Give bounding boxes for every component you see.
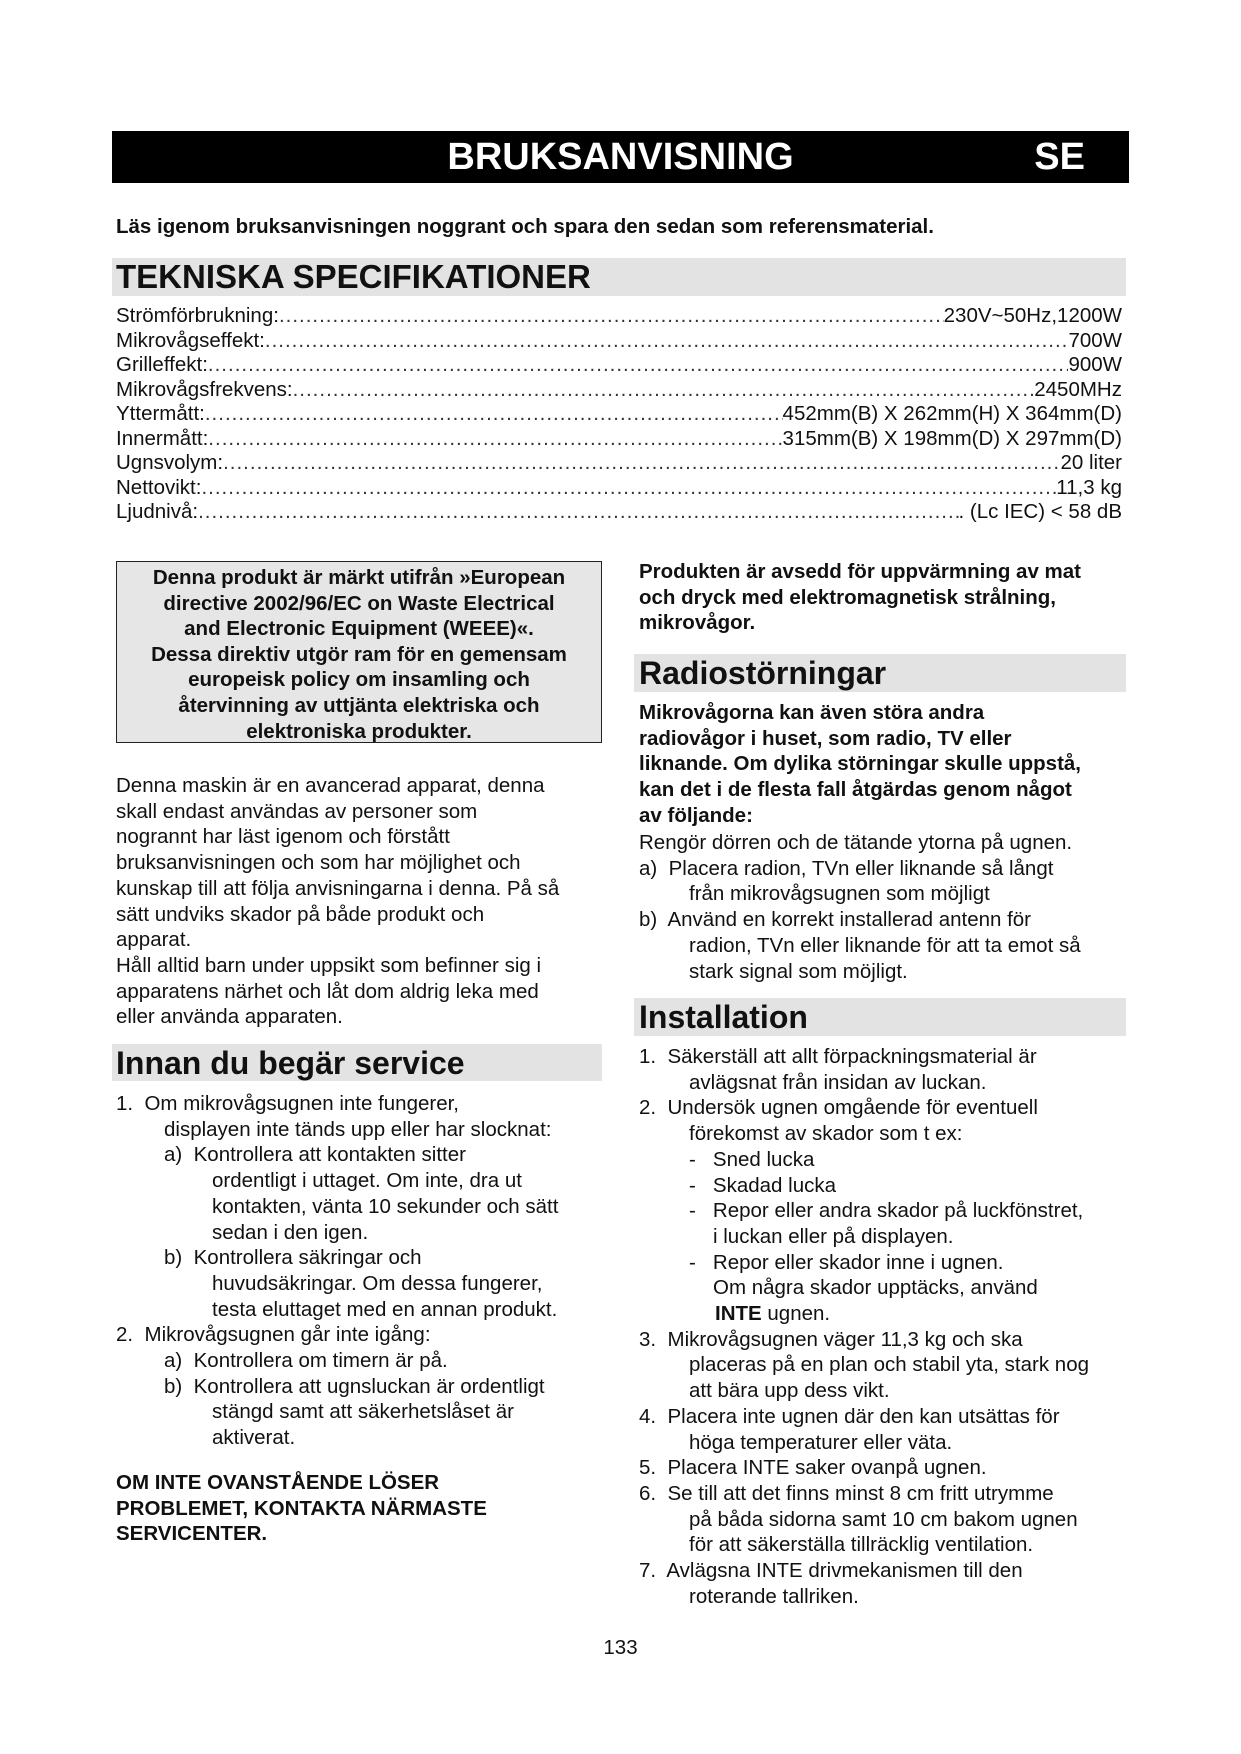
- radio-line: Rengör dörren och de tätande ytorna på ugnen.: [639, 831, 1073, 854]
- radio-line: från mikrovågsugnen som möjligt: [689, 882, 990, 906]
- dot-leader: [208, 427, 782, 451]
- paragraph-line: bruksanvisningen och som har möjlighet och: [116, 851, 521, 875]
- spec-row: [116, 329, 1122, 353]
- spec-label: Nettovikt:: [116, 475, 202, 499]
- dot-leader: [279, 304, 944, 328]
- installation-line: 7. Avlägsna INTE drivmekanismen till den: [639, 1559, 1023, 1583]
- installation-line: 5. Placera INTE saker ovanpå ugnen.: [639, 1456, 987, 1480]
- installation-line: 4. Placera inte ugnen där den kan utsättas för: [639, 1404, 1060, 1428]
- usage-paragraph: [116, 773, 559, 1030]
- document-title: BRUKSANVISNING: [447, 136, 794, 178]
- weee-line: elektroniska produkter.: [246, 719, 472, 743]
- service-line: ordentligt i uttaget. Om inte, dra ut: [212, 1169, 522, 1193]
- radio-line: stark signal som möjligt.: [689, 959, 908, 983]
- purpose-text: [639, 559, 1081, 636]
- spec-label: Grilleffekt:: [116, 353, 208, 376]
- radio-intro-line: Mikrovågorna kan även störa andra: [639, 701, 985, 724]
- emphasis-text: INTE: [715, 1302, 762, 1326]
- weee-line: återvinning av uttjänta elektriska och: [178, 693, 540, 717]
- weee-line: Denna produkt är märkt utifrån »European: [152, 566, 566, 589]
- line-rest: ugnen.: [761, 1302, 831, 1326]
- spec-row: [116, 500, 1122, 524]
- installation-heading-bar: [634, 998, 1126, 1036]
- installation-heading: Installation: [639, 999, 808, 1035]
- paragraph-line: nogrannt har läst igenom och förstått: [116, 825, 450, 849]
- weee-line: and Electronic Equipment (WEEE)«.: [184, 617, 534, 641]
- warning-line: PROBLEMET, KONTAKTA NÄRMASTE: [116, 1496, 487, 1520]
- paragraph-line: Håll alltid barn under uppsikt som befinner sig i: [116, 953, 542, 977]
- spec-label: Mikrovågsfrekvens:: [116, 377, 293, 401]
- service-line: huvudsäkringar. Om dessa fungerer,: [212, 1271, 543, 1295]
- installation-list: [639, 1044, 1089, 1609]
- service-line: kontakten, vänta 10 sekunder och sätt: [212, 1194, 559, 1218]
- paragraph-line: eller använda apparaten.: [116, 1005, 343, 1029]
- spec-label: Ugnsvolym:: [116, 451, 224, 474]
- spec-row: [116, 402, 1122, 426]
- installation-line: - Repor eller andra skador på luckfönstret,: [689, 1199, 1084, 1223]
- spec-value: 11,3 kg: [1056, 475, 1122, 499]
- header-bar: [112, 131, 1129, 183]
- paragraph-line: kunskap till att följa anvisningarna i denna. På så: [116, 876, 560, 900]
- spec-row: [116, 427, 1122, 451]
- radio-line: b) Använd en korrekt installerad antenn för: [639, 908, 1032, 932]
- service-list: [116, 1091, 558, 1451]
- installation-line: att bära upp dess vikt.: [689, 1379, 890, 1403]
- weee-notice: [116, 561, 602, 743]
- spec-row: [116, 378, 1122, 402]
- weee-line: europeisk policy om insamling och: [188, 668, 530, 692]
- paragraph-line: Denna maskin är en avancerad apparat, denna: [116, 774, 545, 797]
- weee-line: Dessa direktiv utgör ram för en gemensam: [151, 642, 567, 666]
- dot-leader: [208, 353, 1069, 377]
- dot-leader: [201, 476, 1056, 500]
- spec-row: [116, 304, 1122, 328]
- spec-value: 230V~50Hz,1200W: [943, 304, 1122, 327]
- installation-line: 1. Säkerställ att allt förpackningsmaterial är: [639, 1045, 1037, 1068]
- purpose-line: mikrovågor.: [639, 611, 756, 635]
- dot-leader: [198, 500, 958, 524]
- spec-value: 700W: [1068, 328, 1122, 352]
- spec-label: Innermått:: [116, 426, 209, 450]
- installation-line: - Repor eller skador inne i ugnen.: [689, 1250, 1004, 1274]
- paragraph-line: apparat.: [116, 928, 192, 952]
- service-line: b) Kontrollera säkringar och: [164, 1246, 422, 1270]
- spec-value: 2450MHz: [1034, 377, 1122, 401]
- spec-value: 20 liter: [1060, 451, 1122, 474]
- service-line: 2. Mikrovågsugnen går inte igång:: [116, 1323, 431, 1347]
- installation-line: Om några skador upptäcks, använd: [713, 1276, 1038, 1300]
- service-line: aktiverat.: [212, 1426, 296, 1450]
- service-line: sedan i den igen.: [212, 1220, 369, 1244]
- page-number: 133: [603, 1636, 638, 1659]
- radio-heading: Radiostörningar: [639, 655, 887, 691]
- language-code: SE: [1034, 136, 1085, 178]
- specs-heading-bar: [112, 258, 1126, 296]
- installation-line: avlägsnat från insidan av luckan.: [689, 1070, 987, 1094]
- dot-leader: [265, 329, 1069, 353]
- installation-line: 6. Se till att det finns minst 8 cm fritt utrymme: [639, 1481, 1054, 1505]
- spec-value: . (Lc IEC) < 58 dB: [958, 500, 1122, 523]
- specs-heading: TEKNISKA SPECIFIKATIONER: [116, 258, 591, 295]
- radio-intro-line: radiovågor i huset, som radio, TV eller: [639, 726, 1012, 750]
- service-line: a) Kontrollera att kontakten sitter: [164, 1143, 466, 1167]
- spec-value: 315mm(B) X 198mm(D) X 297mm(D): [782, 426, 1122, 450]
- purpose-line: och dryck med elektromagnetisk strålning,: [639, 585, 1056, 609]
- spec-label: Yttermått:: [116, 402, 205, 425]
- dot-leader: [205, 402, 783, 426]
- installation-line: placeras på en plan och stabil yta, stark nog: [689, 1353, 1089, 1377]
- dot-leader: [293, 378, 1035, 402]
- installation-line: förekomst av skador som t ex:: [689, 1122, 963, 1146]
- service-line: a) Kontrollera om timern är på.: [164, 1349, 448, 1373]
- installation-line: på båda sidorna samt 10 cm bakom ugnen: [689, 1507, 1078, 1531]
- service-line: stängd samt att säkerhetslåset är: [212, 1400, 514, 1424]
- radio-intro-line: kan det i de flesta fall åtgärdas genom något: [639, 778, 1072, 802]
- spec-row: [116, 476, 1122, 500]
- radio-intro: [639, 700, 1081, 829]
- spec-value: 452mm(B) X 262mm(H) X 364mm(D): [782, 402, 1122, 425]
- radio-intro-line: av följande:: [639, 803, 753, 827]
- spec-value: 900W: [1068, 353, 1122, 376]
- dot-leader: [223, 451, 1060, 475]
- service-line: 1. Om mikrovågsugnen inte fungerer,: [116, 1092, 459, 1115]
- spec-label: Ljudnivå:: [116, 500, 199, 523]
- radio-list: [639, 830, 1081, 984]
- spec-row: [116, 451, 1122, 475]
- service-line: testa eluttaget med en annan produkt.: [212, 1297, 558, 1321]
- installation-line: 3. Mikrovågsugnen väger 11,3 kg och ska: [639, 1327, 1023, 1351]
- radio-heading-bar: [634, 654, 1126, 692]
- installation-line: i luckan eller på displayen.: [713, 1224, 954, 1248]
- warning-line: SERVICENTER.: [116, 1522, 268, 1546]
- service-line: b) Kontrollera att ugnsluckan är ordentligt: [164, 1374, 545, 1398]
- service-warning: [116, 1470, 487, 1547]
- paragraph-line: sätt undviks skador på både produkt och: [116, 902, 485, 926]
- installation-line: 2. Undersök ugnen omgående för eventuell: [639, 1096, 1038, 1120]
- installation-line: [639, 1301, 1089, 1327]
- installation-line: - Skadad lucka: [689, 1173, 836, 1197]
- service-heading-bar: [112, 1044, 602, 1081]
- spec-label: Mikrovågseffekt:: [116, 328, 265, 352]
- spec-row: [116, 353, 1122, 377]
- spec-label: Strömförbrukning:: [116, 304, 279, 327]
- service-line: displayen inte tänds upp eller har slocknat:: [164, 1117, 552, 1141]
- radio-line: radion, TVn eller liknande för att ta emot så: [689, 933, 1081, 957]
- paragraph-line: skall endast användas av personer som: [116, 799, 478, 823]
- radio-intro-line: liknande. Om dylika störningar skulle uppstå,: [639, 752, 1082, 776]
- paragraph-line: apparatens närhet och låt dom aldrig leka med: [116, 979, 539, 1003]
- installation-line: för att säkerställa tillräcklig ventilation.: [689, 1533, 1034, 1557]
- service-heading: Innan du begär service: [116, 1045, 465, 1081]
- weee-line: directive 2002/96/EC on Waste Electrical: [163, 591, 555, 615]
- intro-text: Läs igenom bruksanvisningen noggrant och spara den sedan som referensmaterial.: [116, 215, 934, 238]
- warning-line: OM INTE OVANSTÅENDE LÖSER: [116, 1471, 440, 1494]
- purpose-line: Produkten är avsedd för uppvärmning av mat: [639, 560, 1081, 583]
- installation-line: höga temperaturer eller väta.: [689, 1430, 953, 1454]
- installation-line: - Sned lucka: [689, 1147, 815, 1171]
- radio-line: a) Placera radion, TVn eller liknande så långt: [639, 856, 1054, 880]
- installation-line: roterande tallriken.: [689, 1584, 859, 1608]
